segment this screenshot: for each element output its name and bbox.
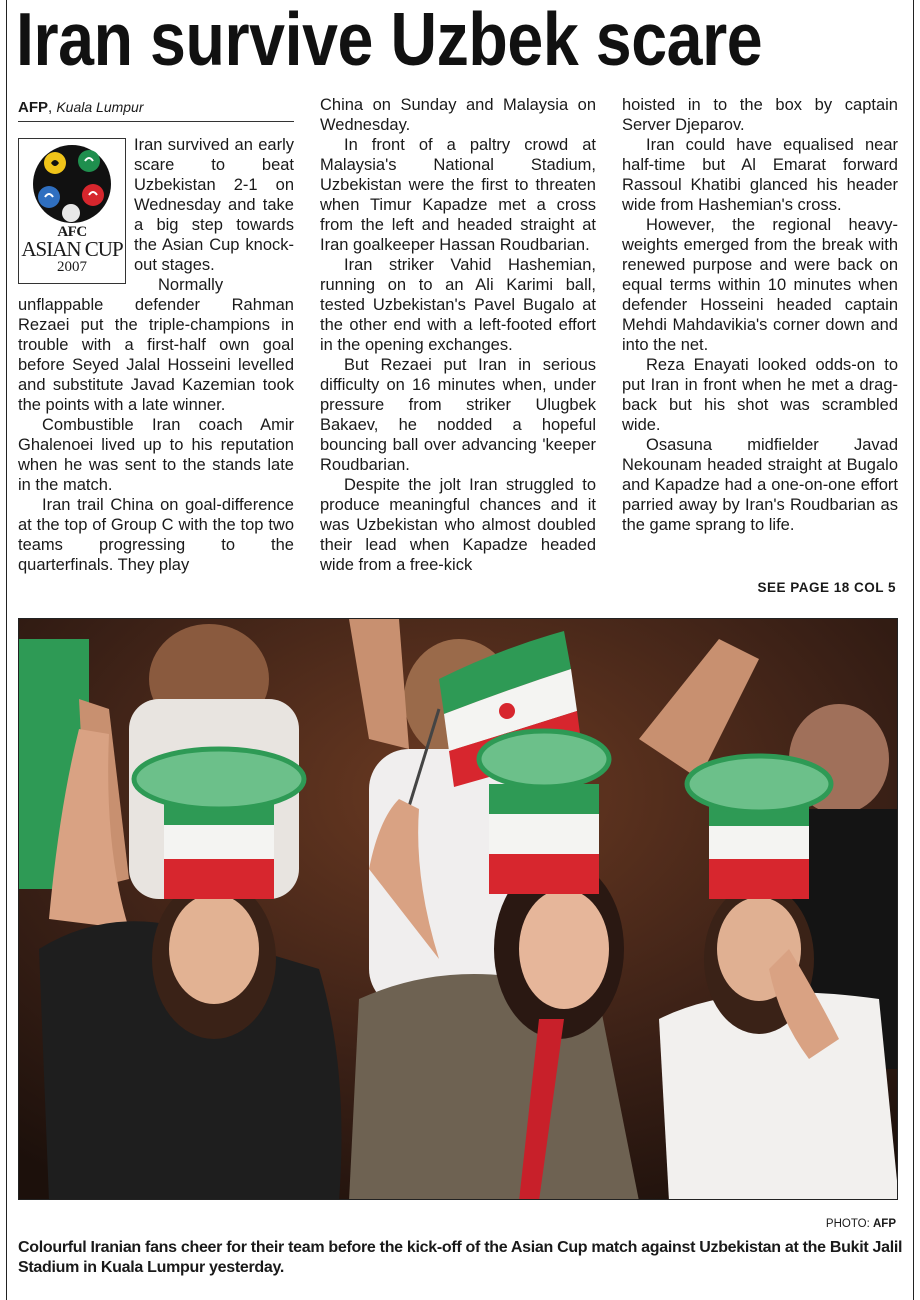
paragraph: But Rezaei put Iran in serious difficulty on 16 minutes when, under pressure from striker Ulugbek Bakaev, he nodded a hopeful bouncing ball over advancing 'keeper Roudbarian. [320, 356, 596, 474]
paragraph: Osasuna midfielder Javad Nekounam headed straight at Bugalo and Kapadze had a one-on-one effort parried away by Iran's Roudbarian as the game sprang to life. [622, 436, 898, 534]
article-column-3 [622, 95, 898, 535]
ball-logo-icon [29, 143, 115, 225]
paragraph: Combustible Iran coach Amir Ghalenoei lived up to his reputation when he was sent to the stands late in the match. [18, 416, 294, 494]
paragraph: Despite the jolt Iran struggled to produce meaningful chances and it was Uzbekistan who almost doubled their lead when Kapadze headed wide from a free-kick [320, 476, 596, 574]
paragraph: However, the regional heavy-weights emerged from the break with renewed purpose and were back on equal terms within 10 minutes when defender Hosseini headed captain Mehdi Mahdavikia's corner down and into the net. [622, 216, 898, 354]
byline: AFP, Kuala Lumpur [18, 99, 294, 122]
fans-photo-illustration [19, 619, 898, 1200]
byline-agency: AFP [18, 99, 48, 116]
logo-year: 2007 [57, 259, 87, 275]
headline: Iran survive Uzbek scare [16, 0, 763, 81]
paragraph: In front of a paltry crowd at Malaysia's National Stadium, Uzbekistan were the first to threaten when Timur Kapadze met a cross from the left and headed straight at Iran goalkeeper Hassan Roudbarian. [320, 136, 596, 254]
asian-cup-logo [18, 138, 126, 284]
paragraph: hoisted in to the box by captain Server Djeparov. [622, 96, 898, 134]
fans-photo [18, 618, 898, 1200]
byline-city: Kuala Lumpur [56, 99, 144, 115]
paragraph: Iran trail China on goal-difference at the top of Group C with the top two teams progressing to the quarterfinals. They play [18, 496, 294, 574]
paragraph: Iran striker Vahid Hashemian, running on to an Ali Karimi ball, tested Uzbekistan's Pavel Bugalo at the other end with a left-footed effort in the opening exchanges. [320, 256, 596, 354]
logo-asian-cup: ASIAN CUP [21, 237, 123, 261]
photo-credit-agency: AFP [873, 1218, 896, 1230]
photo-caption: Colourful Iranian fans cheer for their team before the kick-off of the Asian Cup match against Uzbekistan at the Bukit Jalil Stadium in Kuala Lumpur yesterday. [18, 1239, 903, 1276]
article-column-2 [320, 95, 596, 575]
paragraph: Iran survived an early scare to beat Uzbekistan 2-1 on Wednesday and take a big step towards the Asian Cup knock-out stages. [134, 136, 294, 274]
logo-afc: AFC [57, 224, 87, 240]
see-page-jump: SEE PAGE 18 COL 5 [757, 580, 896, 595]
paragraph: China on Sunday and Malaysia on Wednesday. [320, 96, 596, 134]
article-column-1 [18, 135, 294, 575]
photo-credit [826, 1218, 896, 1230]
photo-credit-label: PHOTO: [825, 1218, 870, 1230]
paragraph: Iran could have equalised near half-time but Al Emarat forward Rassoul Khatibi glanced his header wide from Hashemian's cross. [622, 136, 898, 214]
paragraph: Normally unflappable defender Rahman Rezaei put the triple-champions in trouble with a first-half own goal before Seyed Jalal Hosseini levelled and substitute Javad Kazemian took the points with a late winner. [18, 276, 294, 414]
paragraph: Reza Enayati looked odds-on to put Iran in front when he met a drag-back but his shot was scrambled wide. [622, 356, 898, 434]
